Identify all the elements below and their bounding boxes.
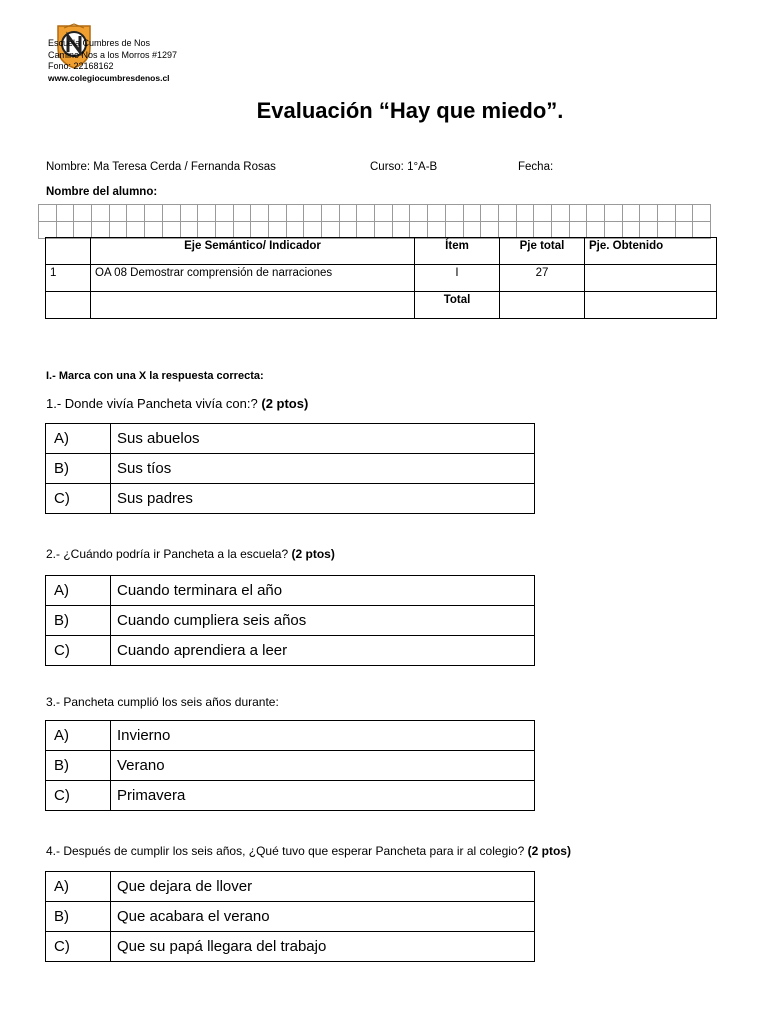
summary-total-label: Total [415,292,500,319]
summary-cell [585,292,717,319]
name-letter-box[interactable] [551,222,569,239]
name-letter-box[interactable] [339,205,357,222]
options-table-3 [45,720,535,811]
name-letter-box[interactable] [534,205,552,222]
name-letter-box[interactable] [145,205,163,222]
summary-cell [46,292,91,319]
name-letter-box[interactable] [693,205,711,222]
option-letter: B) [46,454,111,484]
summary-cell: I [415,265,500,292]
option-text: Primavera [111,781,535,811]
option-text: Cuando terminara el año [111,576,535,606]
summary-cell: OA 08 Demostrar comprensión de narraciones [91,265,415,292]
option-row[interactable] [46,636,535,666]
name-letter-box[interactable] [109,222,127,239]
name-letter-box[interactable] [322,205,340,222]
instruction-text: I.- Marca con una X la respuesta correcta: [46,370,264,382]
options-table-4 [45,871,535,962]
summary-header-obtained: Pje. Obtenido [585,238,717,265]
name-letter-box[interactable] [56,205,74,222]
option-letter: B) [46,902,111,932]
name-letter-box[interactable] [516,222,534,239]
name-letter-box[interactable] [357,222,375,239]
options-table-1 [45,423,535,514]
name-letter-box[interactable] [180,205,198,222]
summary-cell: 1 [46,265,91,292]
option-letter: C) [46,781,111,811]
name-letter-box[interactable] [516,205,534,222]
name-letter-box[interactable] [109,205,127,222]
name-letter-box[interactable] [605,222,623,239]
name-letter-box[interactable] [551,205,569,222]
option-text: Sus padres [111,484,535,514]
school-name: Escuela Cumbres de Nos [48,38,151,48]
question-text: 3.- Pancheta cumplió los seis años durante: [46,695,279,709]
option-row[interactable] [46,902,535,932]
option-letter: A) [46,872,111,902]
name-letter-box[interactable] [215,222,233,239]
summary-row [46,265,717,292]
name-letter-box[interactable] [127,222,145,239]
summary-header-total: Pje total [500,238,585,265]
name-letter-box[interactable] [56,222,74,239]
question-4 [46,844,571,858]
name-letter-box[interactable] [162,205,180,222]
option-letter: B) [46,606,111,636]
question-points: (2 ptos) [291,547,335,561]
question-text: 2.- ¿Cuándo podría ir Pancheta a la escuela? [46,547,289,561]
summary-cell: 27 [500,265,585,292]
name-letter-box[interactable] [410,222,428,239]
name-letter-box[interactable] [375,205,393,222]
question-points: (2 ptos) [527,844,571,858]
name-letter-box[interactable] [304,205,322,222]
question-3 [46,695,279,709]
page-title: Evaluación “Hay que miedo”. [256,98,564,123]
name-letter-box[interactable] [481,222,499,239]
summary-cell [91,292,415,319]
name-letter-box[interactable] [215,205,233,222]
name-letter-box[interactable] [322,222,340,239]
student-name-label: Nombre del alumno: [46,186,158,198]
school-header [48,38,177,84]
option-text: Sus abuelos [111,424,535,454]
option-row[interactable] [46,454,535,484]
option-text: Cuando cumpliera seis años [111,606,535,636]
name-letter-box[interactable] [498,222,516,239]
summary-table [45,237,717,319]
option-letter: A) [46,576,111,606]
school-address: Camino Nos a los Morros #1297 [48,49,178,60]
summary-header-row [46,238,717,265]
name-letter-box[interactable] [286,205,304,222]
option-row[interactable] [46,606,535,636]
option-row[interactable] [46,576,535,606]
name-letter-box[interactable] [74,205,92,222]
student-name-grid[interactable] [38,204,711,239]
name-letter-box[interactable] [640,205,658,222]
summary-header-indicator: Eje Semántico/ Indicador [91,238,415,265]
name-letter-box[interactable] [445,222,463,239]
name-letter-box[interactable] [127,205,145,222]
name-letter-box[interactable] [658,222,676,239]
summary-cell [500,292,585,319]
question-text: 4.- Después de cumplir los seis años, ¿Qué tuvo que esperar Pancheta para ir al colegio? [46,844,525,858]
option-letter: A) [46,721,111,751]
options-table-2 [45,575,535,666]
option-letter: C) [46,484,111,514]
summary-total-row [46,292,717,319]
school-website: www.colegiocumbresdenos.cl [48,72,170,83]
name-letter-box[interactable] [92,222,110,239]
option-row[interactable] [46,721,535,751]
option-text: Que acabara el verano [111,902,535,932]
name-letter-box[interactable] [463,205,481,222]
name-grid-row [39,205,711,222]
name-letter-box[interactable] [233,205,251,222]
name-letter-box[interactable] [622,222,640,239]
name-letter-box[interactable] [587,222,605,239]
name-letter-box[interactable] [675,222,693,239]
summary-header-cell [46,238,91,265]
name-letter-box[interactable] [268,222,286,239]
option-row[interactable] [46,424,535,454]
name-letter-box[interactable] [39,222,57,239]
name-letter-box[interactable] [675,205,693,222]
question-text: 1.- Donde vivía Pancheta vivía con:? [46,396,258,411]
name-letter-box[interactable] [428,222,446,239]
school-phone: Fono: 22168162 [48,61,114,71]
course-label: Curso: 1°A-B [370,161,438,173]
name-letter-box[interactable] [481,205,499,222]
option-letter: C) [46,636,111,666]
option-text: Invierno [111,721,535,751]
option-text: Que su papá llegara del trabajo [111,932,535,962]
name-letter-box[interactable] [251,205,269,222]
option-row[interactable] [46,872,535,902]
name-letter-box[interactable] [304,222,322,239]
name-letter-box[interactable] [445,205,463,222]
name-letter-box[interactable] [74,222,92,239]
name-letter-box[interactable] [569,205,587,222]
name-letter-box[interactable] [198,222,216,239]
name-letter-box[interactable] [498,205,516,222]
name-letter-box[interactable] [605,205,623,222]
option-row[interactable] [46,781,535,811]
name-letter-box[interactable] [569,222,587,239]
name-letter-box[interactable] [286,222,304,239]
name-letter-box[interactable] [268,205,286,222]
name-letter-box[interactable] [357,205,375,222]
name-letter-box[interactable] [463,222,481,239]
name-letter-box[interactable] [658,205,676,222]
question-points: (2 ptos) [261,396,309,411]
name-letter-box[interactable] [251,222,269,239]
summary-cell [585,265,717,292]
name-letter-box[interactable] [640,222,658,239]
name-letter-box[interactable] [410,205,428,222]
name-letter-box[interactable] [162,222,180,239]
name-letter-box[interactable] [180,222,198,239]
name-letter-box[interactable] [392,222,410,239]
name-letter-box[interactable] [233,222,251,239]
name-letter-box[interactable] [392,205,410,222]
name-letter-box[interactable] [198,205,216,222]
option-text: Verano [111,751,535,781]
option-row[interactable] [46,751,535,781]
name-letter-box[interactable] [534,222,552,239]
option-letter: C) [46,932,111,962]
name-letter-box[interactable] [622,205,640,222]
question-2 [46,547,335,561]
teachers-label: Nombre: Ma Teresa Cerda / Fernanda Rosas [46,161,276,173]
name-letter-box[interactable] [587,205,605,222]
option-letter: B) [46,751,111,781]
option-text: Sus tíos [111,454,535,484]
name-letter-box[interactable] [39,205,57,222]
option-row[interactable] [46,484,535,514]
name-letter-box[interactable] [92,205,110,222]
name-grid-row [39,222,711,239]
option-letter: A) [46,424,111,454]
summary-header-item: Ítem [415,238,500,265]
date-label: Fecha: [518,161,554,173]
name-letter-box[interactable] [428,205,446,222]
name-letter-box[interactable] [693,222,711,239]
name-letter-box[interactable] [375,222,393,239]
name-letter-box[interactable] [145,222,163,239]
name-letter-box[interactable] [339,222,357,239]
question-1 [46,396,308,411]
option-text: Cuando aprendiera a leer [111,636,535,666]
option-text: Que dejara de llover [111,872,535,902]
option-row[interactable] [46,932,535,962]
